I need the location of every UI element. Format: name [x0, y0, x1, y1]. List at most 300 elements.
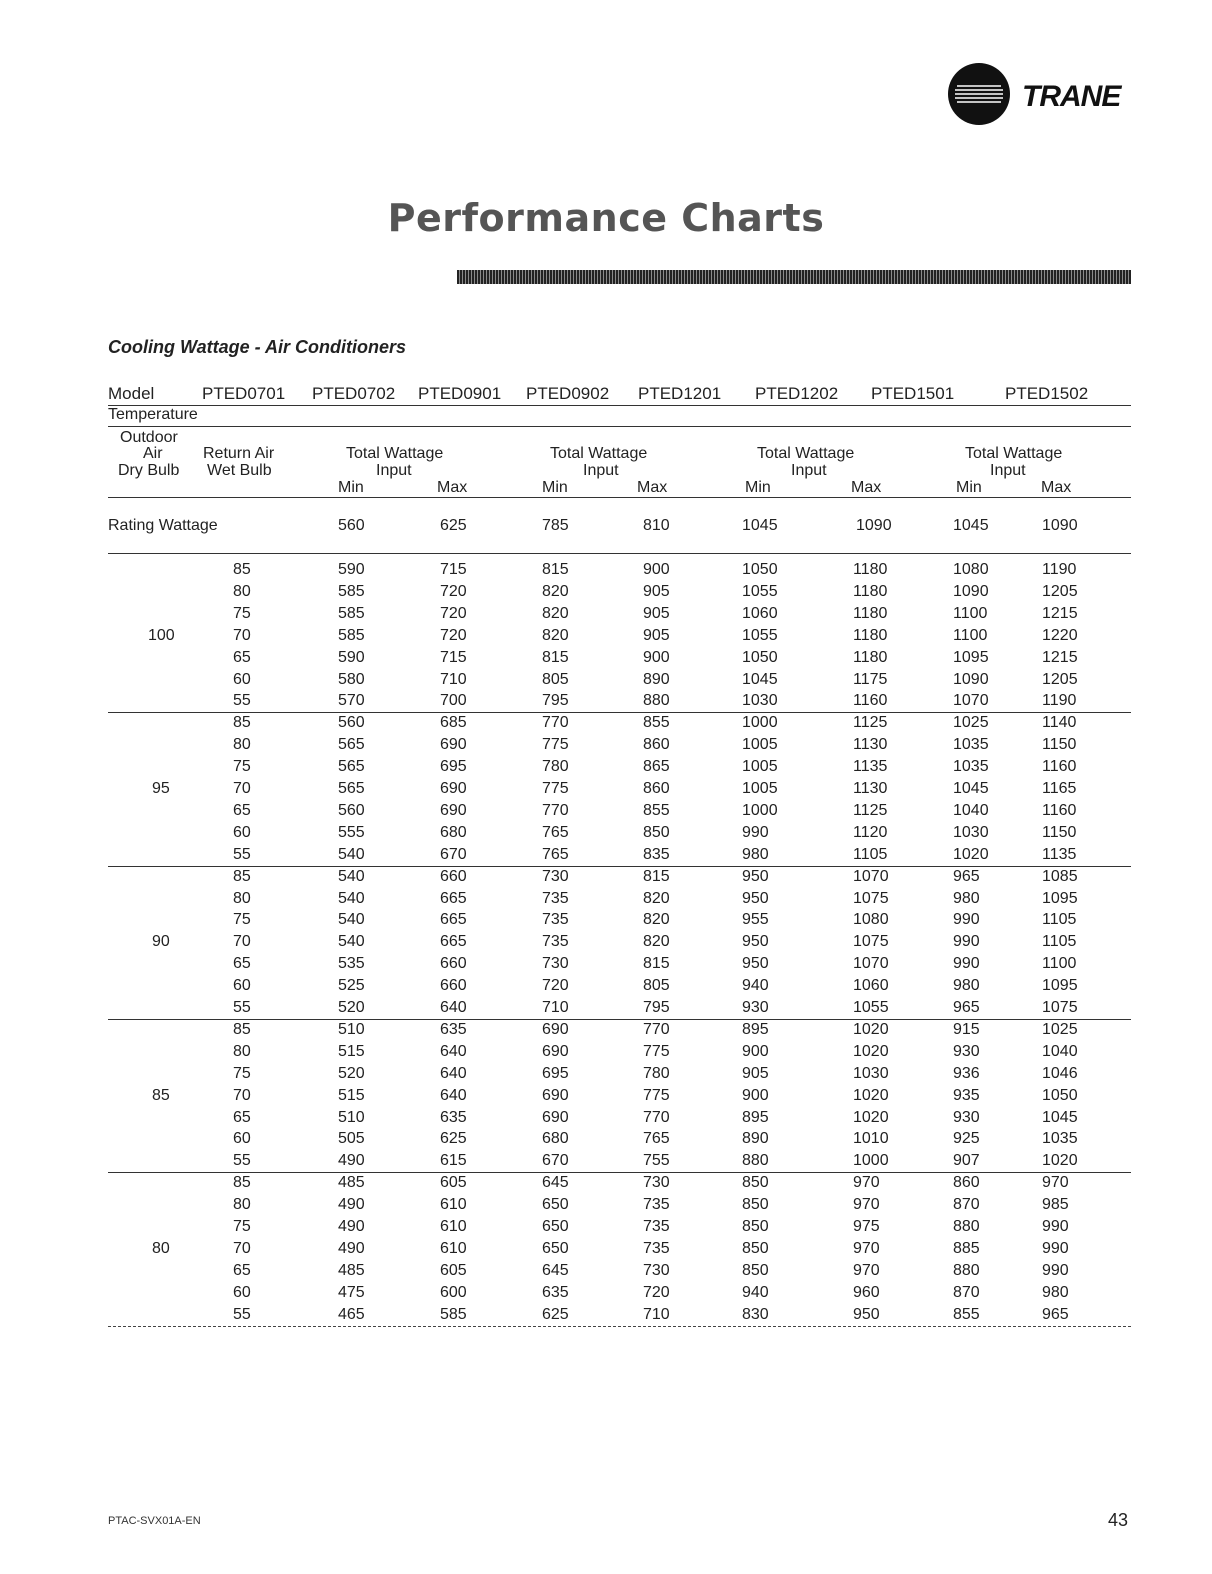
wattage-cell: 1030	[742, 692, 778, 710]
wattage-cell: 990	[1042, 1261, 1069, 1279]
wattage-cell: 820	[643, 889, 670, 907]
wet-bulb-cell: 80	[233, 582, 251, 600]
dry-bulb-cell: 90	[152, 933, 170, 951]
wattage-cell: 815	[542, 561, 569, 578]
wattage-cell: 735	[542, 889, 569, 907]
wattage-cell: 880	[742, 1152, 769, 1170]
temperature-label: Temperature	[108, 406, 198, 423]
group-rule	[108, 1326, 1131, 1327]
wattage-cell: 695	[440, 758, 467, 776]
wattage-cell: 720	[643, 1283, 670, 1301]
wattage-cell: 815	[643, 867, 670, 885]
wattage-cell: 795	[542, 692, 569, 710]
wattage-cell: 730	[643, 1261, 670, 1279]
wattage-cell: 610	[440, 1218, 467, 1235]
wattage-cell: 970	[853, 1196, 880, 1214]
wattage-cell: 1000	[742, 801, 778, 819]
wattage-cell: 1080	[953, 561, 989, 578]
total-wattage-label: Total Wattage	[550, 445, 648, 462]
header-rule	[108, 426, 1131, 427]
wattage-cell: 565	[338, 736, 365, 754]
wattage-cell: 895	[742, 1020, 769, 1038]
wattage-cell: 1005	[742, 780, 778, 797]
wattage-cell: 1125	[853, 714, 888, 732]
wattage-cell: 850	[742, 1218, 769, 1235]
wet-bulb-cell: 80	[233, 1196, 251, 1214]
wattage-cell: 1070	[953, 692, 989, 710]
wattage-cell: 1190	[1042, 561, 1077, 578]
dry-bulb-cell: 95	[152, 780, 170, 797]
wattage-cell: 625	[542, 1305, 569, 1323]
outdoor-label-2: Air	[143, 445, 163, 462]
wattage-cell: 465	[338, 1305, 365, 1323]
wattage-cell: 535	[338, 955, 365, 973]
wet-bulb-cell: 60	[233, 670, 251, 688]
wattage-cell: 1055	[853, 999, 889, 1016]
wattage-cell: 520	[338, 999, 365, 1016]
wattage-cell: 1095	[1042, 977, 1078, 995]
wattage-cell: 900	[643, 561, 670, 578]
wattage-cell: 590	[338, 648, 365, 666]
wattage-cell: 1025	[953, 714, 989, 732]
wattage-cell: 820	[643, 933, 670, 951]
wattage-cell: 820	[542, 604, 569, 622]
wattage-cell: 665	[440, 933, 467, 951]
wattage-cell: 585	[440, 1305, 467, 1323]
wattage-cell: 690	[440, 801, 467, 819]
wattage-cell: 775	[542, 780, 569, 797]
wattage-cell: 980	[953, 977, 980, 995]
wattage-cell: 700	[440, 692, 467, 710]
wattage-cell: 635	[440, 1020, 467, 1038]
wattage-cell: 665	[440, 911, 467, 929]
wet-bulb-cell: 85	[233, 1174, 251, 1192]
wattage-cell: 990	[742, 823, 769, 841]
wattage-cell: 730	[542, 955, 569, 973]
wet-bulb-cell: 70	[233, 626, 251, 644]
wattage-cell: 965	[1042, 1305, 1069, 1323]
wattage-cell: 1010	[853, 1130, 889, 1148]
wattage-cell: 900	[643, 648, 670, 666]
model-col-6: PTED1202	[755, 384, 839, 403]
trane-globe-icon	[947, 62, 1011, 126]
wattage-cell: 540	[338, 911, 365, 929]
wattage-cell: 560	[338, 714, 365, 732]
group-rule	[108, 866, 1131, 867]
wattage-cell: 900	[742, 1042, 769, 1060]
wattage-cell: 770	[643, 1020, 670, 1038]
wet-bulb-cell: 55	[233, 999, 251, 1016]
wattage-cell: 1090	[953, 582, 989, 600]
wattage-cell: 980	[742, 845, 769, 863]
wattage-cell: 690	[542, 1086, 569, 1104]
header-bottom-rule	[108, 497, 1131, 498]
wattage-cell: 1140	[1042, 714, 1077, 732]
wattage-cell: 605	[440, 1261, 467, 1279]
group-rule	[108, 1019, 1131, 1020]
wattage-cell: 1035	[1042, 1130, 1078, 1148]
wattage-cell: 605	[440, 1174, 467, 1192]
wattage-cell: 1180	[853, 626, 888, 644]
wattage-cell: 635	[542, 1283, 569, 1301]
wattage-cell: 930	[953, 1042, 980, 1060]
wattage-cell: 1040	[1042, 1042, 1078, 1060]
title-rule	[457, 270, 1131, 284]
wattage-cell: 1005	[742, 758, 778, 776]
wattage-cell: 1215	[1042, 604, 1078, 622]
wattage-cell: 560	[338, 801, 365, 819]
wet-bulb-cell: 70	[233, 933, 251, 951]
wattage-cell: 865	[643, 758, 670, 776]
wattage-cell: 815	[542, 648, 569, 666]
wattage-cell: 860	[643, 780, 670, 797]
input-label: Input	[583, 462, 619, 479]
wattage-cell: 880	[953, 1218, 980, 1235]
wattage-cell: 710	[643, 1305, 670, 1323]
wattage-cell: 907	[953, 1152, 980, 1170]
wet-bulb-cell: 70	[233, 1239, 251, 1257]
total-wattage-label: Total Wattage	[346, 445, 444, 462]
wattage-cell: 1180	[853, 582, 888, 600]
wattage-cell: 870	[953, 1283, 980, 1301]
wattage-cell: 540	[338, 845, 365, 863]
wattage-cell: 650	[542, 1196, 569, 1214]
wattage-cell: 735	[643, 1218, 670, 1235]
wet-bulb-cell: 55	[233, 845, 251, 863]
wet-bulb-cell: 80	[233, 736, 251, 754]
wattage-cell: 735	[643, 1239, 670, 1257]
wattage-cell: 510	[338, 1108, 365, 1126]
wattage-cell: 1050	[742, 561, 778, 578]
wattage-cell: 490	[338, 1152, 365, 1170]
wattage-cell: 990	[1042, 1239, 1069, 1257]
wattage-cell: 850	[742, 1261, 769, 1279]
wattage-cell: 515	[338, 1086, 365, 1104]
wattage-cell: 915	[953, 1020, 980, 1038]
wet-bulb-cell: 75	[233, 604, 251, 622]
wattage-cell: 950	[742, 889, 769, 907]
wattage-cell: 1035	[953, 736, 989, 754]
wattage-cell: 715	[440, 648, 467, 666]
wattage-cell: 990	[953, 955, 980, 973]
wattage-cell: 1220	[1042, 626, 1078, 644]
wattage-cell: 795	[643, 999, 670, 1016]
wattage-cell: 830	[742, 1305, 769, 1323]
wattage-cell: 505	[338, 1130, 365, 1148]
model-col-5: PTED1201	[638, 384, 722, 403]
wattage-cell: 670	[440, 845, 467, 863]
input-label: Input	[791, 462, 827, 479]
wattage-cell: 1070	[853, 867, 889, 885]
wattage-cell: 710	[542, 999, 569, 1016]
wattage-cell: 1180	[853, 561, 888, 578]
return-air-label-2: Wet Bulb	[207, 462, 272, 479]
outdoor-label-3: Dry Bulb	[118, 462, 180, 479]
wattage-cell: 730	[542, 867, 569, 885]
wattage-cell: 685	[440, 714, 467, 732]
wattage-cell: 585	[338, 604, 365, 622]
wattage-cell: 900	[742, 1086, 769, 1104]
wattage-cell: 1095	[1042, 889, 1078, 907]
wattage-cell: 960	[853, 1283, 880, 1301]
wet-bulb-cell: 65	[233, 1261, 251, 1279]
wattage-cell: 1100	[953, 604, 988, 622]
wattage-cell: 640	[440, 999, 467, 1016]
wattage-cell: 540	[338, 889, 365, 907]
wattage-cell: 670	[542, 1152, 569, 1170]
wattage-cell: 950	[742, 933, 769, 951]
wattage-cell: 485	[338, 1174, 365, 1192]
wattage-cell: 936	[953, 1064, 980, 1082]
wattage-cell: 775	[542, 736, 569, 754]
wattage-cell: 765	[643, 1130, 670, 1148]
max-label: Max	[851, 479, 882, 496]
wattage-cell: 720	[542, 977, 569, 995]
wattage-cell: 1020	[853, 1108, 889, 1126]
wattage-cell: 1135	[1042, 845, 1077, 863]
wattage-cell: 1030	[953, 823, 989, 841]
wet-bulb-cell: 85	[233, 561, 251, 578]
wet-bulb-cell: 80	[233, 1042, 251, 1060]
wattage-cell: 1075	[853, 889, 889, 907]
wattage-cell: 905	[643, 626, 670, 644]
wattage-cell: 1045	[1042, 1108, 1078, 1126]
wet-bulb-cell: 70	[233, 1086, 251, 1104]
wattage-cell: 570	[338, 692, 365, 710]
wattage-cell: 1095	[953, 648, 989, 666]
wet-bulb-cell: 55	[233, 692, 251, 710]
wattage-cell: 1000	[742, 714, 778, 732]
wattage-cell: 930	[742, 999, 769, 1016]
wattage-cell: 735	[542, 933, 569, 951]
wattage-cell: 1085	[1042, 867, 1078, 885]
wattage-cell: 820	[542, 626, 569, 644]
wattage-cell: 660	[440, 867, 467, 885]
wattage-cell: 970	[853, 1261, 880, 1279]
wattage-cell: 1130	[853, 780, 888, 797]
wattage-cell: 650	[542, 1218, 569, 1235]
rating-label: Rating Wattage	[108, 517, 218, 534]
wattage-cell: 855	[953, 1305, 980, 1323]
wattage-cell: 885	[953, 1239, 980, 1257]
wet-bulb-cell: 75	[233, 758, 251, 776]
rating-value: 1045	[953, 517, 989, 534]
model-col-4: PTED0902	[526, 384, 610, 403]
wattage-cell: 690	[542, 1108, 569, 1126]
wattage-cell: 770	[643, 1108, 670, 1126]
rating-value: 560	[338, 517, 365, 534]
wattage-cell: 1125	[853, 801, 888, 819]
wattage-cell: 1100	[1042, 955, 1077, 973]
wattage-cell: 1205	[1042, 582, 1078, 600]
wattage-cell: 770	[542, 801, 569, 819]
wattage-cell: 680	[440, 823, 467, 841]
wattage-cell: 1150	[1042, 823, 1077, 841]
wattage-cell: 1160	[1042, 801, 1077, 819]
wattage-cell: 1165	[1042, 780, 1077, 797]
wattage-cell: 1035	[953, 758, 989, 776]
rating-value: 1090	[856, 517, 892, 534]
wet-bulb-cell: 75	[233, 911, 251, 929]
wattage-cell: 990	[1042, 1218, 1069, 1235]
wet-bulb-cell: 60	[233, 977, 251, 995]
wattage-cell: 1090	[953, 670, 989, 688]
page-number: 43	[1108, 1510, 1129, 1530]
dry-bulb-cell: 100	[148, 626, 175, 644]
wattage-cell: 625	[440, 1130, 467, 1148]
wattage-cell: 555	[338, 823, 365, 841]
wattage-cell: 905	[643, 604, 670, 622]
wattage-cell: 1190	[1042, 692, 1077, 710]
wattage-cell: 735	[643, 1196, 670, 1214]
wattage-cell: 850	[742, 1239, 769, 1257]
wattage-cell: 950	[742, 955, 769, 973]
wattage-cell: 1025	[1042, 1020, 1078, 1038]
wet-bulb-cell: 75	[233, 1218, 251, 1235]
wattage-cell: 935	[953, 1086, 980, 1104]
wet-bulb-cell: 65	[233, 801, 251, 819]
wattage-cell: 1046	[1042, 1064, 1078, 1082]
wattage-cell: 895	[742, 1108, 769, 1126]
dry-bulb-cell: 80	[152, 1239, 170, 1257]
wattage-cell: 1020	[853, 1020, 889, 1038]
wattage-cell: 905	[742, 1064, 769, 1082]
wattage-cell: 775	[643, 1086, 670, 1104]
wattage-cell: 635	[440, 1108, 467, 1126]
wattage-cell: 855	[643, 714, 670, 732]
wet-bulb-cell: 85	[233, 867, 251, 885]
wattage-cell: 490	[338, 1196, 365, 1214]
wattage-cell: 1050	[742, 648, 778, 666]
wattage-cell: 850	[742, 1196, 769, 1214]
wattage-cell: 1135	[853, 758, 888, 776]
wattage-cell: 980	[953, 889, 980, 907]
wet-bulb-cell: 75	[233, 1064, 251, 1082]
page-title: Performance Charts	[387, 196, 825, 240]
wattage-cell: 1080	[853, 911, 889, 929]
wattage-cell: 690	[542, 1042, 569, 1060]
wattage-cell: 615	[440, 1152, 467, 1170]
rating-value: 625	[440, 517, 467, 534]
wattage-cell: 1180	[853, 648, 888, 666]
wattage-cell: 690	[440, 780, 467, 797]
wattage-cell: 970	[1042, 1174, 1069, 1192]
wet-bulb-cell: 55	[233, 1152, 251, 1170]
wattage-cell: 720	[440, 604, 467, 622]
wattage-cell: 805	[643, 977, 670, 995]
wattage-cell: 805	[542, 670, 569, 688]
wattage-cell: 950	[742, 867, 769, 885]
wattage-cell: 860	[643, 736, 670, 754]
wattage-cell: 690	[542, 1020, 569, 1038]
wattage-cell: 975	[853, 1218, 880, 1235]
wet-bulb-cell: 85	[233, 714, 251, 732]
max-label: Max	[1041, 479, 1072, 496]
wattage-cell: 990	[953, 933, 980, 951]
model-col-1: PTED0701	[202, 384, 286, 403]
rating-value: 785	[542, 517, 569, 534]
wattage-cell: 780	[542, 758, 569, 776]
model-col-8: PTED1502	[1005, 384, 1089, 403]
wattage-cell: 860	[953, 1174, 980, 1192]
wattage-cell: 540	[338, 867, 365, 885]
wattage-cell: 1075	[853, 933, 889, 951]
wattage-cell: 1055	[742, 626, 778, 644]
wattage-cell: 585	[338, 626, 365, 644]
wet-bulb-cell: 65	[233, 1108, 251, 1126]
wattage-cell: 1045	[742, 670, 778, 688]
wattage-cell: 970	[853, 1174, 880, 1192]
wattage-cell: 1045	[953, 780, 989, 797]
wattage-cell: 645	[542, 1174, 569, 1192]
section-title: Cooling Wattage - Air Conditioners	[108, 337, 406, 357]
wattage-cell: 775	[643, 1042, 670, 1060]
wattage-cell: 490	[338, 1218, 365, 1235]
wattage-cell: 950	[853, 1305, 880, 1323]
wattage-cell: 820	[643, 911, 670, 929]
wattage-cell: 1105	[853, 845, 888, 863]
input-label: Input	[990, 462, 1026, 479]
wattage-cell: 640	[440, 1042, 467, 1060]
wet-bulb-cell: 60	[233, 1130, 251, 1148]
wattage-cell: 610	[440, 1239, 467, 1257]
group-rule	[108, 1172, 1131, 1173]
wattage-cell: 590	[338, 561, 365, 578]
wattage-cell: 1020	[953, 845, 989, 863]
wattage-cell: 735	[542, 911, 569, 929]
outdoor-label-1: Outdoor	[120, 429, 178, 446]
max-label: Max	[637, 479, 668, 496]
wattage-cell: 1150	[1042, 736, 1077, 754]
wattage-cell: 940	[742, 1283, 769, 1301]
input-label: Input	[376, 462, 412, 479]
wattage-cell: 930	[953, 1108, 980, 1126]
wattage-cell: 870	[953, 1196, 980, 1214]
wattage-cell: 1030	[853, 1064, 889, 1082]
wattage-cell: 850	[742, 1174, 769, 1192]
wattage-cell: 850	[643, 823, 670, 841]
wattage-cell: 990	[953, 911, 980, 929]
wattage-cell: 1160	[1042, 758, 1077, 776]
wattage-cell: 645	[542, 1261, 569, 1279]
wattage-cell: 1180	[853, 604, 888, 622]
wattage-cell: 640	[440, 1086, 467, 1104]
wattage-cell: 660	[440, 955, 467, 973]
wattage-cell: 965	[953, 999, 980, 1016]
wattage-cell: 925	[953, 1130, 980, 1148]
wattage-cell: 730	[643, 1174, 670, 1192]
wattage-cell: 580	[338, 670, 365, 688]
model-col-2: PTED0702	[312, 384, 396, 403]
wattage-cell: 525	[338, 977, 365, 995]
wattage-cell: 565	[338, 758, 365, 776]
wattage-cell: 1060	[742, 604, 778, 622]
wattage-cell: 600	[440, 1283, 467, 1301]
wattage-cell: 680	[542, 1130, 569, 1148]
brand-wordmark: TRANE	[1022, 80, 1121, 113]
wattage-cell: 835	[643, 845, 670, 863]
wattage-cell: 510	[338, 1020, 365, 1038]
wattage-cell: 475	[338, 1283, 365, 1301]
wattage-cell: 1205	[1042, 670, 1078, 688]
wattage-cell: 1020	[853, 1042, 889, 1060]
wattage-cell: 1040	[953, 801, 989, 819]
wet-bulb-cell: 70	[233, 780, 251, 797]
group-rule	[108, 712, 1131, 713]
wattage-cell: 640	[440, 1064, 467, 1082]
min-label: Min	[745, 479, 771, 496]
wattage-cell: 610	[440, 1196, 467, 1214]
